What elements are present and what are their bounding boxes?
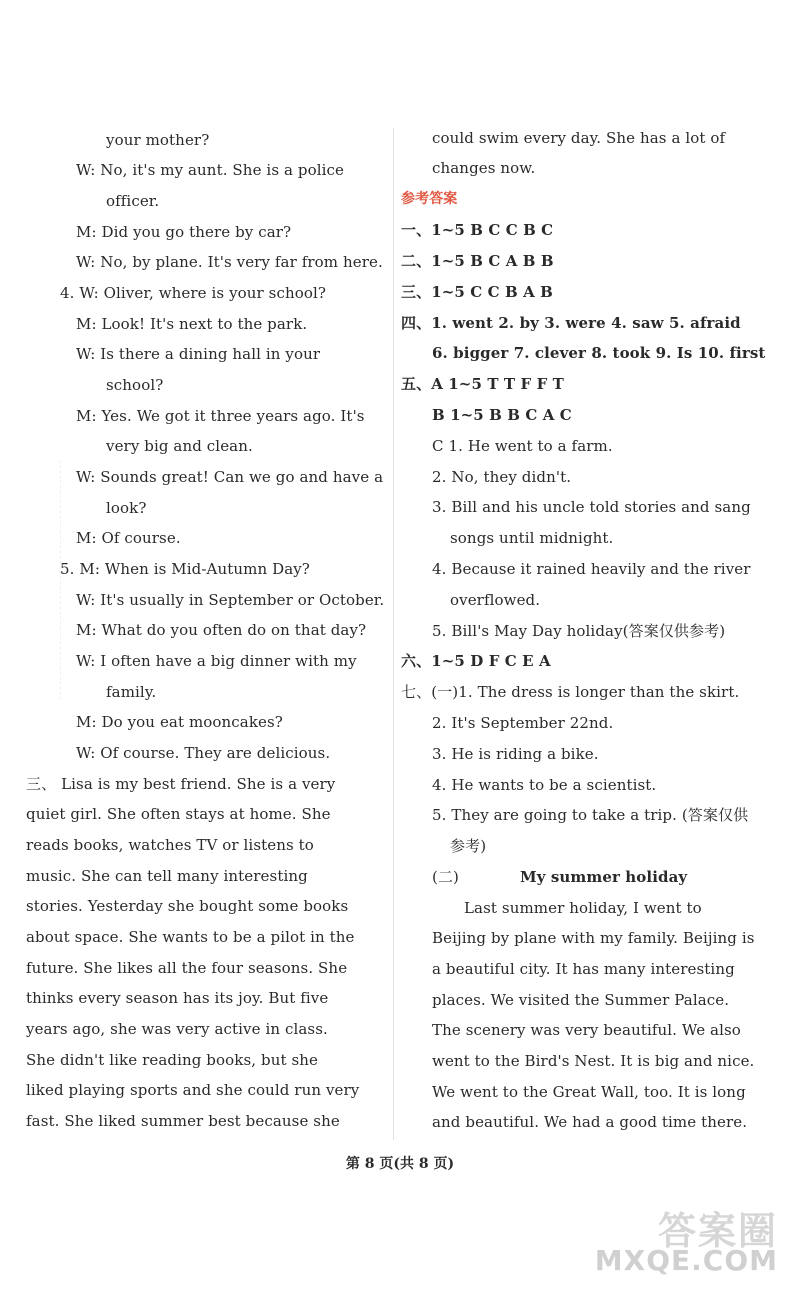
answer-line: 4. Because it rained heavily and the river — [432, 560, 751, 578]
answer-line: 2. No, they didn't. — [432, 468, 572, 486]
answer-line: 一、1~5 B C C B C — [401, 221, 554, 239]
answer-line: overflowed. — [450, 591, 541, 609]
answer-line: 6. bigger 7. clever 8. took 9. Is 10. first — [432, 344, 766, 362]
passage-line: years ago, she was very active in class. — [26, 1020, 328, 1038]
essay-line: Beijing by plane with my family. Beijing is — [432, 929, 755, 947]
passage-line: fast. She liked summer best because she — [26, 1112, 340, 1130]
essay-line: and beautiful. We had a good time there. — [432, 1113, 748, 1131]
answer-line: 3. Bill and his uncle told stories and sang — [432, 498, 751, 516]
dialogue-line: M: Do you eat mooncakes? — [76, 713, 283, 731]
dialogue-line: officer. — [106, 192, 160, 210]
dialogue-line: school? — [106, 376, 164, 394]
column-divider — [393, 128, 394, 1140]
essay-line: a beautiful city. It has many interesting — [432, 960, 735, 978]
dialogue-line: 4. W: Oliver, where is your school? — [60, 284, 327, 302]
dialogue-line: 5. M: When is Mid-Autumn Day? — [60, 560, 310, 578]
answer-line: 三、1~5 C C B A B — [401, 283, 553, 301]
dialogue-line: W: No, by plane. It's very far from here. — [76, 253, 383, 271]
answer-line: 四、1. went 2. by 3. were 4. saw 5. afraid — [401, 314, 741, 332]
page-number: 第 8 页(共 8 页) — [345, 1156, 455, 1172]
passage-line: about space. She wants to be a pilot in the — [26, 928, 355, 946]
essay-line: We went to the Great Wall, too. It is long — [432, 1083, 746, 1101]
dialogue-line: W: No, it's my aunt. She is a police — [76, 161, 344, 179]
answer-line: 五、A 1~5 T T F F T — [401, 375, 564, 393]
dialogue-line: family. — [106, 683, 157, 701]
dialogue-line: look? — [106, 499, 147, 517]
passage-line: 三、 Lisa is my best friend. She is a very — [26, 775, 336, 793]
passage-line: liked playing sports and she could run very — [26, 1081, 360, 1099]
watermark-domain: MXQE.COM — [594, 1244, 778, 1277]
essay-line: places. We visited the Summer Palace. — [432, 991, 730, 1009]
answer-line: 六、1~5 D F C E A — [401, 652, 551, 670]
dialogue-line: M: Yes. We got it three years ago. It's — [76, 407, 365, 425]
dialogue-line: W: Of course. They are delicious. — [76, 744, 331, 762]
essay-line: Last summer holiday, I went to — [464, 899, 702, 917]
answer-line: 5. Bill's May Day holiday(答案仅供参考) — [432, 622, 726, 640]
answer-line: 二、1~5 B C A B B — [401, 252, 554, 270]
answer-line: 参考) — [450, 837, 487, 855]
dialogue-line: very big and clean. — [106, 437, 253, 455]
faint-stamp-mark — [0, 460, 61, 700]
answer-line: 5. They are going to take a trip. (答案仅供 — [432, 806, 749, 824]
site-watermark — [578, 1200, 778, 1280]
dialogue-line: W: Is there a dining hall in your — [76, 345, 321, 363]
essay-title: My summer holiday — [520, 868, 688, 886]
dialogue-line: M: Did you go there by car? — [76, 223, 292, 241]
passage-line: changes now. — [432, 159, 536, 177]
passage-line: music. She can tell many interesting — [26, 867, 308, 885]
passage-line: future. She likes all the four seasons. She — [26, 959, 348, 977]
watermark-logo-text: 答案圈 — [657, 1209, 778, 1253]
passage-line: could swim every day. She has a lot of — [432, 129, 726, 147]
dialogue-line: M: What do you often do on that day? — [76, 621, 367, 639]
answer-line: songs until midnight. — [450, 529, 614, 547]
answer-line: 3. He is riding a bike. — [432, 745, 599, 763]
dialogue-line: W: I often have a big dinner with my — [76, 652, 357, 670]
answer-line: B 1~5 B B C A C — [432, 406, 572, 424]
dialogue-line: M: Look! It's next to the park. — [76, 315, 308, 333]
passage-line: reads books, watches TV or listens to — [26, 836, 314, 854]
answer-line: 2. It's September 22nd. — [432, 714, 614, 732]
essay-line: went to the Bird's Nest. It is big and nice. — [432, 1052, 755, 1070]
section-number: (二) — [432, 868, 460, 886]
passage-line: quiet girl. She often stays at home. She — [26, 805, 331, 823]
answer-key-heading: 参考答案 — [401, 191, 458, 207]
passage-line: stories. Yesterday she bought some books — [26, 897, 349, 915]
dialogue-line: W: Sounds great! Can we go and have a — [76, 468, 384, 486]
essay-line: The scenery was very beautiful. We also — [432, 1021, 741, 1039]
dialogue-line: your mother? — [106, 131, 210, 149]
dialogue-line: W: It's usually in September or October. — [76, 591, 385, 609]
dialogue-line: M: Of course. — [76, 529, 181, 547]
answer-line: 4. He wants to be a scientist. — [432, 776, 657, 794]
passage-line: She didn't like reading books, but she — [26, 1051, 318, 1069]
answer-line: 七、(一)1. The dress is longer than the skirt. — [401, 683, 740, 701]
passage-line: thinks every season has its joy. But five — [26, 989, 329, 1007]
answer-line: C 1. He went to a farm. — [432, 437, 613, 455]
